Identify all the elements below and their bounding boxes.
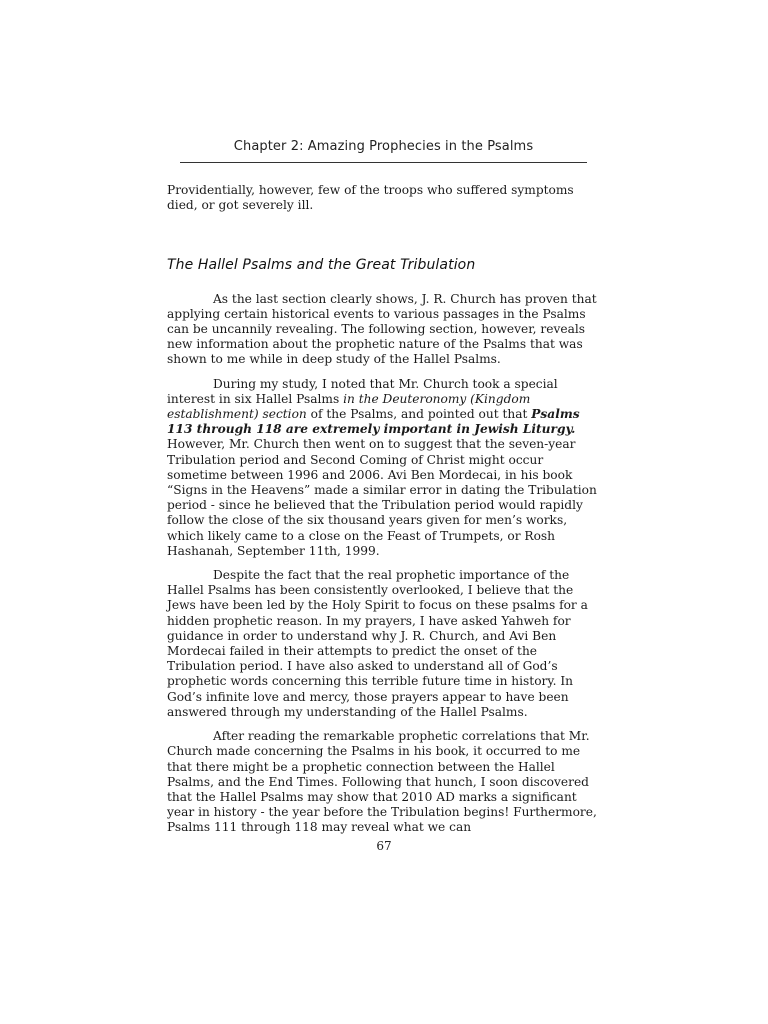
paragraph-2	[167, 377, 601, 559]
paragraph-2-text-c: of the Psalms, and pointed out that	[306, 407, 532, 422]
paragraph-2-italic-phrase: in the Deuteronomy (Kingdom establishment) section	[167, 391, 531, 422]
body-text	[167, 183, 601, 845]
paragraph-continued: Providentially, however, few of the troops who suffered symptoms died, or got severely ill.	[167, 183, 574, 213]
paragraph-3: Despite the fact that the real prophetic importance of the Hallel Psalms has been consistently overlooked, I believe that the Jews have been led by the Holy Spirit to focus on these psalms for a hidden prophetic reason. In my prayers, I have asked Yahweh for guidance in order to understand why J. R. Church, and Avi Ben Mordecai failed in their attempts to predict the onset of the Tribulation period. I have also asked to understand all of God’s prophetic words concerning this terrible future time in history. In God’s infinite love and mercy, those prayers appear to have been answered through my understanding of the Hallel Psalms.	[167, 568, 588, 719]
paragraph-2-text-a: During my study, I noted that Mr. Church took a special interest in six Hallel Psalms	[167, 376, 558, 406]
running-head: Chapter 2: Amazing Prophecies in the Psalms	[233, 139, 534, 154]
paragraph-2-bold-italic-phrase: Psalms 113 through 118 are extremely important in Jewish Liturgy.	[167, 407, 580, 437]
page-number: 67	[376, 839, 392, 853]
header-rule	[180, 162, 587, 163]
section-heading: The Hallel Psalms and the Great Tribulation	[167, 257, 476, 274]
paragraph-4: After reading the remarkable prophetic correlations that Mr. Church made concerning the Psalms in his book, it occurred to me that there might be a prophetic connection between the Hallel Psalms, and the End Times. Following that hunch, I soon discovered that the Hallel Psalms may show that 2010 AD marks a significant year in history - the year before the Tribulation begins! Furthermore, Psalms 111 through 118 may reveal what we can	[167, 729, 597, 835]
paragraph-2-text-e: However, Mr. Church then went on to suggest that the seven-year Tribulation period and Second Coming of Christ might occur sometime between 1996 and 2006. Avi Ben Mordecai, in his book “Signs in the Heavens” made a similar error in dating the Tribulation period - since he believed that the Tribulation period would rapidly follow the close of the six thousand years given for men’s works, which likely came to a close on the Feast of Trumpets, or Rosh Hashanah, September 11th, 1999.	[167, 437, 597, 558]
paragraph-1: As the last section clearly shows, J. R. Church has proven that applying certain historical events to various passages in the Psalms can be uncannily revealing. The following section, however, reveals new information about the prophetic nature of the Psalms that was shown to me while in deep study of the Hallel Psalms.	[167, 291, 597, 367]
